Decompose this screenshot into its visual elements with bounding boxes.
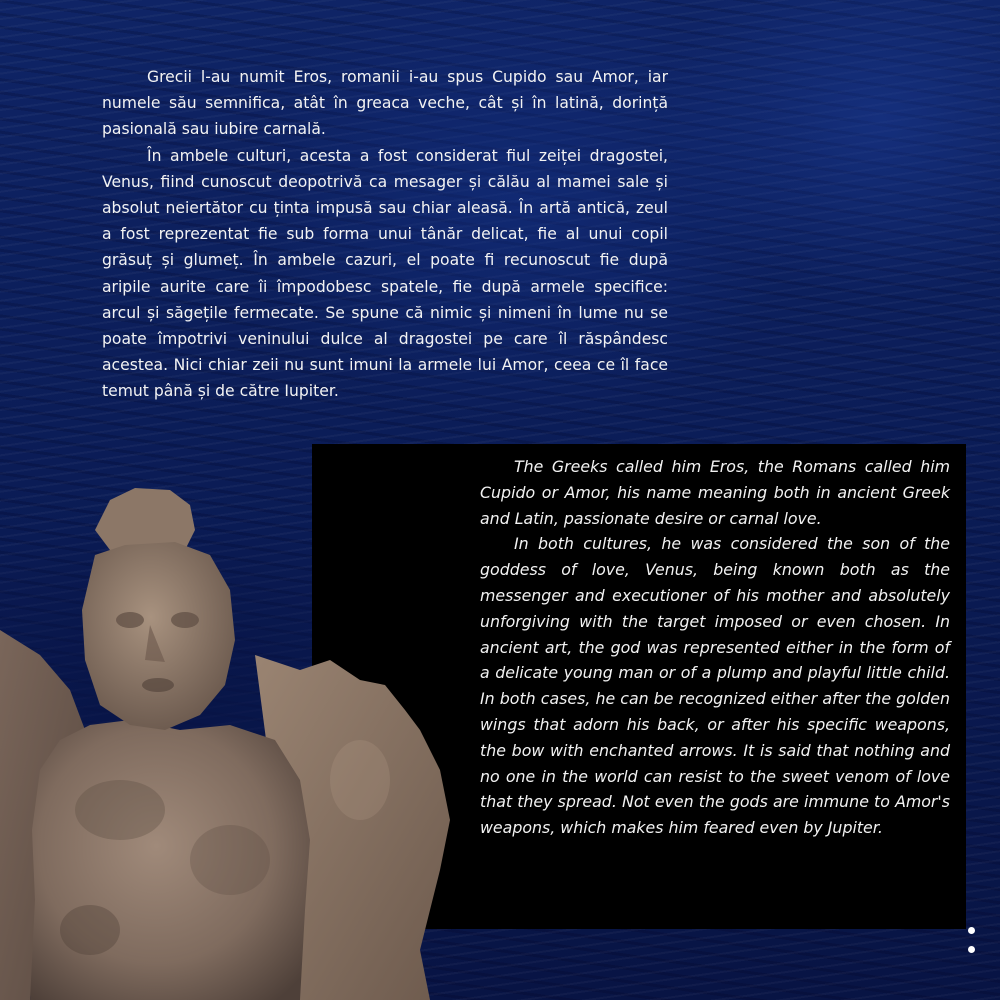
english-paragraph-2: In both cultures, he was considered the son of the goddess of love, Venus, being known both as the messenger and executioner of his mother and absolutely unforgiving with the target imposed or even chosen. In ancient art, the god was represented either in the form of a delicate young man or of a plump and playful little child. In both cases, he can be recognized either after the golden wings that adorn his back, or after his specific weapons, the bow with enchanted arrows. It is said that nothing and no one in the world can resist to the sweet venom of love that they spread. Not even the gods are immune to Amor's weapons, which makes him feared even by Jupiter. bbox=[480, 534, 950, 838]
more-vertical-icon[interactable] bbox=[966, 927, 976, 953]
english-paragraph-1: The Greeks called him Eros, the Romans called him Cupido or Amor, his name meaning both in ancient Greek and Latin, passionate desire or carnal love. bbox=[480, 457, 950, 528]
romanian-text-block bbox=[102, 64, 668, 405]
eros-statue-image bbox=[0, 480, 460, 1000]
romanian-paragraph-1: Grecii l-au numit Eros, romanii i-au spus Cupido sau Amor, iar numele său semnifica, atât în greaca veche, cât și în latină, dorință pasională sau iubire carnală. bbox=[102, 68, 668, 139]
menu-dot bbox=[968, 946, 975, 953]
menu-dot bbox=[968, 927, 975, 934]
romanian-paragraph-2: În ambele culturi, acesta a fost considerat fiul zeiței dragostei, Venus, fiind cunoscut deopotrivă ca mesager și călău al mamei sale și absolut neiertător cu ținta impusă sau chiar aleasă. În artă antică, zeul a fost reprezentat fie sub forma unui tânăr delicat, fie al unui copil grăsuț și glumeț. În ambele cazuri, el poate fi recunoscut fie după aripile aurite care îi împodobesc spatele, fie după armele specifice: arcul și săgețile fermecate. Se spune că nimic și nimeni în lume nu se poate împotrivi veninului dulce al dragostei pe care îl răspândesc acestea. Nici chiar zeii nu sunt imuni la armele lui Amor, ceea ce îl face temut până și de către Iupiter. bbox=[102, 146, 668, 401]
english-text-block bbox=[480, 454, 950, 841]
